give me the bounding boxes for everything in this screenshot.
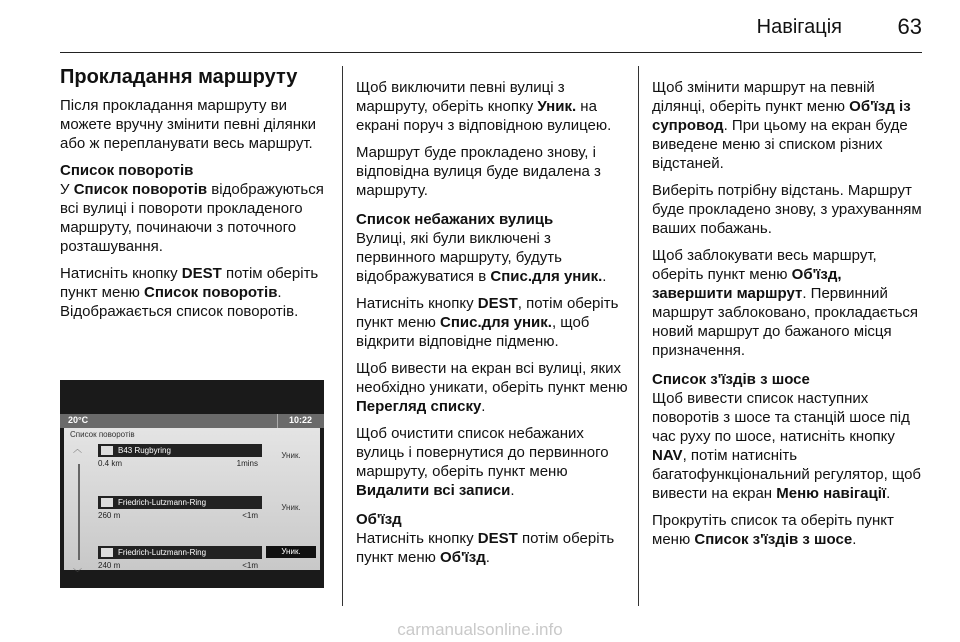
paragraph: Прокрутіть список та оберіть пункт меню Список з'їздів з шосе. bbox=[652, 512, 894, 548]
chevron-down-icon[interactable]: ﹀ bbox=[73, 568, 83, 578]
paragraph: Натисніть кнопку DEST, потім оберіть пункт меню Спис.для уник., щоб відкрити відповідне підменю. bbox=[356, 295, 619, 350]
temperature: 20°C bbox=[68, 415, 89, 425]
paragraph: Щоб виключити певні вулиці з маршруту, оберіть кнопку Уник. на екрані поруч з відповідною вулицею. bbox=[356, 79, 612, 134]
paragraph: Щоб вивести список наступних поворотів з шосе та станцій шосе під час руху по шосе, натисніть кнопку NAV, потім натисніть багатофункціональний регулятор, щоб вивести на екран Меню навігації. bbox=[652, 390, 922, 502]
chevron-up-icon[interactable]: ︿ bbox=[73, 444, 83, 454]
page-number: 63 bbox=[897, 14, 922, 39]
heading-detour: Об'їзд bbox=[356, 511, 402, 528]
section-title: Навігація bbox=[756, 16, 842, 38]
turn-row[interactable]: Friedrich-Lutzmann-Ring bbox=[98, 496, 262, 509]
paragraph: Натисніть кнопку DEST потім оберіть пункт меню Об'їзд. bbox=[356, 530, 615, 566]
turn-icon bbox=[101, 548, 113, 557]
paragraph: Після прокладання маршруту ви можете вручну змінити певні ділянки або ж перепланувати весь маршрут. bbox=[60, 97, 316, 152]
infotainment-screen-photo bbox=[60, 380, 324, 588]
column-divider bbox=[342, 66, 343, 606]
heading-highway-exits: Список з'їздів з шосе bbox=[652, 371, 810, 388]
heading-route: Прокладання маршруту bbox=[60, 66, 298, 88]
turn-row[interactable]: Friedrich-Lutzmann-Ring bbox=[98, 546, 262, 559]
heading-turn-list: Список поворотів bbox=[60, 162, 194, 179]
turn-meta: 0.4 km 1mins bbox=[98, 459, 258, 468]
turn-icon bbox=[101, 498, 113, 507]
paragraph: Щоб заблокувати весь маршрут, оберіть пункт меню Об'їзд, завершити маршрут. Первинний маршрут заблоковано, прокладається новий маршрут до бажаного місця призначення. bbox=[652, 247, 919, 359]
page-header bbox=[60, 0, 922, 53]
heading-avoid-list: Список небажаних вулиць bbox=[356, 211, 554, 228]
avoid-button[interactable]: Уник. bbox=[281, 503, 301, 512]
scrollbar[interactable] bbox=[72, 442, 84, 582]
paragraph: Щоб вивести на екран всі вулиці, яких необхідно уникати, оберіть пункт меню Перегляд списку. bbox=[356, 360, 628, 415]
clock: 10:22 bbox=[288, 415, 312, 425]
avoid-button[interactable]: Уник. bbox=[266, 546, 316, 558]
avoid-button[interactable]: Уник. bbox=[281, 451, 301, 460]
turn-meta: 260 m <1m bbox=[98, 511, 258, 520]
paragraph: Натисніть кнопку DEST потім оберіть пункт меню Список поворотів. Відображається список поворотів. bbox=[60, 265, 319, 320]
paragraph: Щоб змінити маршрут на певній ділянці, оберіть пункт меню Об'їзд із супровод. При цьому на екран буде виведене меню зі списком різних відстаней. bbox=[652, 79, 911, 172]
column-divider bbox=[638, 66, 639, 606]
paragraph: Маршрут буде прокладено знову, і відповідна вулиця буде видалена з маршруту. bbox=[356, 144, 601, 199]
paragraph: Виберіть потрібну відстань. Маршрут буде прокладено знову, з урахуванням ваших побажань. bbox=[652, 182, 922, 237]
turn-meta: 240 m <1m bbox=[98, 561, 258, 570]
turn-row[interactable]: B43 Rugbyring bbox=[98, 444, 262, 457]
turn-icon bbox=[101, 446, 113, 455]
column-1 bbox=[60, 66, 330, 329]
column-3 bbox=[652, 78, 924, 557]
paragraph: У Список поворотів відображуються всі вулиці і повороти прокладеного маршруту, починаючи з поточного розташування. bbox=[60, 181, 324, 255]
paragraph: Вулиці, які були виключені з первинного маршруту, будуть відображуватися в Спис.для уник.. bbox=[356, 230, 607, 285]
paragraph: Щоб очистити список небажаних вулиць і повернутися до первинного маршруту, оберіть пункт меню Видалити всі записи. bbox=[356, 425, 609, 499]
turn-list-panel bbox=[64, 428, 320, 578]
watermark: carmanualsonline.info bbox=[397, 620, 563, 639]
column-2 bbox=[356, 78, 628, 575]
screen-title: Список поворотів bbox=[70, 430, 135, 439]
status-bar bbox=[60, 414, 324, 428]
